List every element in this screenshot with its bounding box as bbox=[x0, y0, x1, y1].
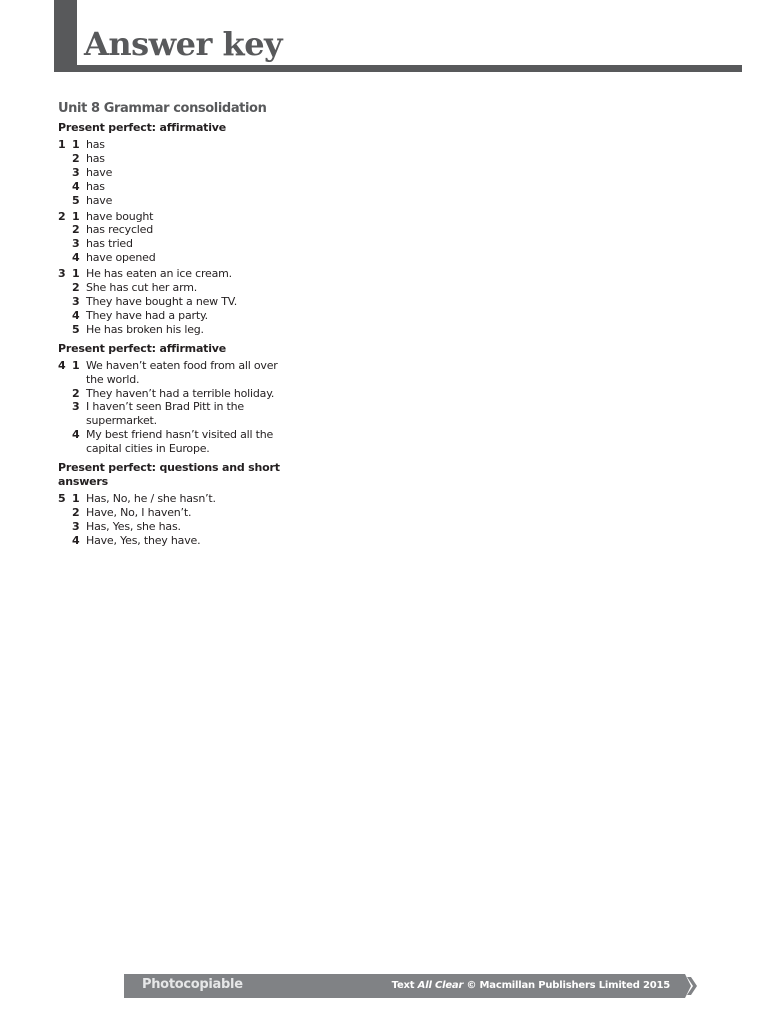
answer-row bbox=[58, 309, 288, 323]
answer-row bbox=[58, 237, 288, 251]
item-number: 5 bbox=[72, 193, 80, 207]
section-heading: Present perfect: questions and short answers bbox=[58, 461, 280, 489]
answer-text: She has cut her arm. bbox=[86, 281, 198, 295]
exercise-block bbox=[58, 138, 288, 208]
answer-text: have bbox=[86, 193, 113, 207]
answer-text: has recycled bbox=[86, 223, 153, 237]
answer-text: They have bought a new TV. bbox=[86, 294, 237, 308]
header-accent-bar bbox=[54, 0, 77, 72]
answer-text: We haven’t eaten food from all over the world. bbox=[86, 358, 278, 386]
answer-row bbox=[58, 210, 288, 224]
page-title: Answer key bbox=[84, 25, 283, 63]
exercise-number bbox=[58, 506, 72, 520]
answer-text: have bought bbox=[86, 209, 154, 223]
item-number: 4 bbox=[72, 308, 80, 322]
header-rule bbox=[54, 65, 742, 72]
answer-text: Has, Yes, she has. bbox=[86, 519, 181, 533]
answer-text: He has eaten an ice cream. bbox=[86, 267, 232, 281]
exercise-number bbox=[58, 237, 72, 251]
answer-text: has bbox=[86, 179, 105, 193]
answer-row bbox=[58, 492, 288, 506]
answer-text: have bbox=[86, 165, 113, 179]
exercise-number: 2 bbox=[58, 209, 66, 223]
exercise-number bbox=[58, 428, 72, 456]
item-number: 1 bbox=[72, 209, 80, 223]
exercise-number bbox=[58, 400, 72, 428]
exercise-number bbox=[58, 251, 72, 265]
exercise-block bbox=[58, 267, 288, 337]
photocopiable-label: Photocopiable bbox=[142, 977, 243, 992]
exercise-block bbox=[58, 210, 288, 266]
answer-row bbox=[58, 281, 288, 295]
answer-content bbox=[58, 101, 288, 550]
footer-bar bbox=[124, 974, 684, 998]
answer-text: Has, No, he / she hasn’t. bbox=[86, 492, 216, 506]
answer-text: have opened bbox=[86, 251, 156, 265]
answer-text: They have had a party. bbox=[86, 308, 208, 322]
exercise-number: 1 bbox=[58, 138, 66, 151]
answer-row bbox=[58, 323, 288, 337]
copyright-prefix: Text bbox=[391, 980, 418, 991]
exercise-number bbox=[58, 323, 72, 337]
answer-row bbox=[58, 387, 288, 401]
item-number: 4 bbox=[72, 251, 80, 265]
answer-row bbox=[58, 267, 288, 281]
exercise-number bbox=[58, 223, 72, 237]
answer-row bbox=[58, 223, 288, 237]
answer-row bbox=[58, 194, 288, 208]
answer-row bbox=[58, 180, 288, 194]
item-number: 2 bbox=[72, 281, 80, 295]
exercise-number: 4 bbox=[58, 358, 66, 372]
item-number: 3 bbox=[72, 165, 80, 179]
answer-row bbox=[58, 520, 288, 534]
exercise-block bbox=[58, 492, 288, 548]
item-number: 2 bbox=[72, 386, 80, 400]
item-number: 5 bbox=[72, 322, 80, 336]
item-number: 2 bbox=[72, 505, 80, 519]
answer-row bbox=[58, 506, 288, 520]
exercise-number bbox=[58, 152, 72, 166]
answer-row bbox=[58, 400, 288, 428]
answer-row bbox=[58, 166, 288, 180]
item-number: 1 bbox=[72, 492, 80, 506]
item-number: 3 bbox=[72, 294, 80, 308]
answer-row bbox=[58, 251, 288, 265]
item-number: 1 bbox=[72, 358, 80, 372]
copyright-notice bbox=[392, 980, 670, 991]
item-number: 3 bbox=[72, 237, 80, 251]
exercise-number bbox=[58, 180, 72, 194]
answer-text: My best friend hasn’t visited all the capital cities in Europe. bbox=[86, 428, 274, 456]
unit-title: Unit 8 Grammar consolidation bbox=[58, 101, 267, 116]
item-number: 1 bbox=[72, 138, 80, 151]
answer-row bbox=[58, 295, 288, 309]
exercise-block bbox=[58, 359, 288, 456]
exercise-number bbox=[58, 166, 72, 180]
exercise-number bbox=[58, 309, 72, 323]
item-number: 4 bbox=[72, 533, 80, 547]
exercise-number bbox=[58, 387, 72, 401]
answer-sections bbox=[58, 121, 288, 548]
answer-row bbox=[58, 359, 288, 387]
exercise-number: 3 bbox=[58, 267, 66, 281]
item-number: 3 bbox=[72, 519, 80, 533]
item-number: 4 bbox=[72, 428, 80, 442]
answer-row bbox=[58, 152, 288, 166]
answer-text: They haven’t had a terrible holiday. bbox=[86, 386, 275, 400]
item-number: 2 bbox=[72, 151, 80, 165]
double-chevron-right-icon bbox=[678, 974, 698, 998]
answer-row bbox=[58, 428, 288, 456]
item-number: 3 bbox=[72, 400, 80, 414]
answer-text: has tried bbox=[86, 237, 133, 251]
answer-text: He has broken his leg. bbox=[86, 322, 204, 336]
answer-row bbox=[58, 534, 288, 548]
exercise-number bbox=[58, 194, 72, 208]
exercise-number bbox=[58, 520, 72, 534]
copyright-title: All Clear bbox=[417, 980, 464, 991]
answer-text: I haven’t seen Brad Pitt in the supermarket. bbox=[86, 400, 244, 428]
answer-text: has bbox=[86, 138, 105, 151]
exercise-number bbox=[58, 295, 72, 309]
section-heading: Present perfect: affirmative bbox=[58, 121, 227, 134]
exercise-number bbox=[58, 534, 72, 548]
copyright-suffix: © Macmillan Publishers Limited 2015 bbox=[463, 980, 670, 991]
answer-row bbox=[58, 138, 288, 152]
item-number: 1 bbox=[72, 267, 80, 281]
exercise-number: 5 bbox=[58, 492, 66, 506]
item-number: 2 bbox=[72, 223, 80, 237]
answer-text: Have, No, I haven’t. bbox=[86, 505, 192, 519]
answer-text: has bbox=[86, 151, 105, 165]
section-heading: Present perfect: affirmative bbox=[58, 341, 227, 355]
exercise-number bbox=[58, 281, 72, 295]
item-number: 4 bbox=[72, 179, 80, 193]
answer-text: Have, Yes, they have. bbox=[86, 533, 201, 547]
